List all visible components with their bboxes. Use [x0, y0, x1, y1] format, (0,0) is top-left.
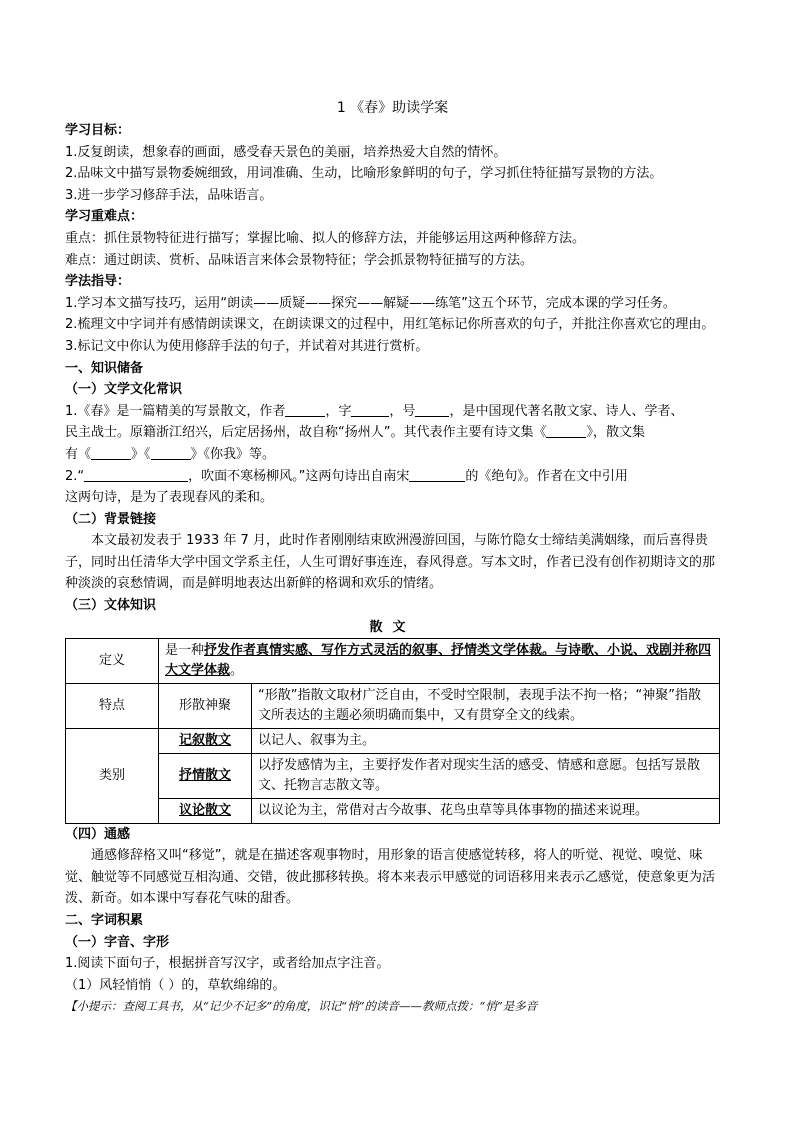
definition-label: 定义 — [66, 638, 159, 683]
keypoint-item: 重点：抓住景物特征进行描写；掌握比喻、拟人的修辞方法，并能够运用这两种修辞方法。 — [65, 230, 586, 246]
goal-item: 1.反复朗读，想象春的画面，感受春天景色的美丽，培养热爱大自然的情怀。 — [65, 144, 507, 160]
answer-blank[interactable] — [415, 402, 449, 417]
question-1-line3: 有《 》《 》《你我》等。 — [65, 446, 276, 462]
synesthesia-text: 通感修辞格又叫“移觉”，就是在描述客观事物时，用形象的语言使感觉转移，将人的听觉、视觉、嗅觉、味觉、触觉等不同感觉互相沟通、交错，彼此挪移转换。将本来表示甲感觉的词语移用来表示乙感觉，使意象更为活泼、新奇。如本课中写春花气味的甜香。 — [65, 848, 716, 907]
word-item: （1）风轻悄悄（ ）的，草软绵绵的。 — [65, 977, 286, 993]
goals-heading: 学习目标： — [65, 123, 131, 138]
category-name: 抒情散文 — [159, 753, 252, 798]
category-name: 记叙散文 — [159, 728, 252, 753]
method-item: 1.学习本文描写技巧，运用“朗读——质疑——探究——解疑——练笔”这五个环节，完成本课的学习任务。 — [65, 295, 676, 311]
category-desc: 以抒发感情为主，主要抒发作者对现实生活的感受、情感和意愿。包括写景散文、托物言志散文等。 — [252, 753, 720, 798]
sec3-heading: （三）文体知识 — [65, 598, 157, 614]
sec4-heading: （四）通感 — [65, 826, 131, 842]
feature-label: 特点 — [66, 683, 159, 728]
answer-blank[interactable] — [151, 445, 191, 460]
goal-item: 3.进一步学习修辞手法，品味语言。 — [65, 187, 273, 203]
method-item: 3.标记文中你认为使用修辞手法的句子，并试着对其进行赏析。 — [65, 338, 429, 354]
sec1-heading: （一）文学文化常识 — [65, 382, 183, 398]
background-text: 本文最初发表于 1933 年 7 月，此时作者刚刚结束欧洲漫游回国，与陈竹隐女士缔结美满姻缘，而后喜得贵子，同时出任清华大学中国文学系主任，人生可谓好事连连，春风得意。写本文时，作者已没有创作初期诗文的那种淡淡的哀愁情调，而是鲜明地表达出新鲜的格调和欢乐的情绪。 — [65, 533, 716, 592]
category-desc: 以记人、叙事为主。 — [252, 728, 720, 753]
sec2-heading: （二）背景链接 — [65, 511, 157, 527]
table-row — [66, 683, 720, 728]
answer-blank[interactable] — [84, 467, 188, 482]
table-row — [66, 728, 720, 753]
answer-blank[interactable] — [91, 445, 131, 460]
table-row — [66, 638, 720, 683]
category-label: 类别 — [66, 728, 159, 823]
question-1-line2: 民主战士。原籍浙江绍兴，后定居扬州，故自称“扬州人”。其代表作主要有诗文集《 》，散文集 — [65, 425, 645, 441]
table-title: 散文 — [369, 619, 416, 635]
tip-text: 【小提示：查阅工具书，从“记少不记多”的角度，识记“悄”的读音——教师点拨：“悄”是多音 — [65, 999, 538, 1014]
answer-blank[interactable] — [409, 467, 465, 482]
keypoints-heading: 学习重难点： — [65, 209, 144, 225]
method-item: 2.梳理文中字词并有感情朗读课文，在朗读课文的过程中，用红笔标记你所喜欢的句子，并批注你喜欢它的理由。 — [65, 317, 715, 333]
table-row — [66, 753, 720, 798]
part2-heading: 二、字词积累 — [65, 913, 144, 929]
definition-cell: 是一种抒发作者真情实感、写作方式灵活的叙事、抒情类文学体裁。与诗歌、小说、戏剧并称四大文学体裁。 — [159, 638, 720, 683]
goal-item: 2.品味文中描写景物委婉细致，用词准确、生动，比喻形象鲜明的句子，学习抓住特征描写景物的方法。 — [65, 166, 663, 182]
page-title: 1 《春》助读学案 — [336, 100, 449, 116]
word-question: 1.阅读下面句子，根据拼音写汉字，或者给加点字注音。 — [65, 956, 390, 972]
question-1-line1: 1.《春》是一篇精美的写景散文，作者 ，字 ，号 ，是中国现代著名散文家、诗人、学者、 — [65, 403, 684, 419]
method-heading: 学法指导： — [65, 274, 131, 290]
question-2-line2: 这两句诗，是为了表现春风的柔和。 — [65, 490, 274, 506]
category-name: 议论散文 — [159, 798, 252, 823]
answer-blank[interactable] — [285, 402, 325, 417]
feature-text: “形散”指散文取材广泛自由，不受时空限制，表现手法不拘一格；“神聚”指散文所表达的主题必须明确而集中，又有贯穿全文的线索。 — [252, 683, 720, 728]
part2-sec1-heading: （一）字音、字形 — [65, 934, 170, 950]
answer-blank[interactable] — [546, 423, 586, 438]
part1-heading: 一、知识储备 — [65, 360, 144, 376]
feature-sub: 形散神聚 — [159, 683, 252, 728]
category-desc: 以议论为主，常借对古今故事、花鸟虫草等具体事物的描述来说理。 — [252, 798, 720, 823]
question-2-line1: 2.“ ，吹面不寒杨柳风。”这两句诗出自南宋 的《绝句》。作者在文中引用 — [65, 468, 628, 484]
document-page — [65, 96, 720, 1018]
table-row — [66, 798, 720, 823]
answer-blank[interactable] — [351, 402, 389, 417]
genre-table — [65, 638, 720, 824]
keypoint-item: 难点：通过朗读、赏析、品味语言来体会景物特征；学会抓景物特征描写的方法。 — [65, 252, 534, 268]
